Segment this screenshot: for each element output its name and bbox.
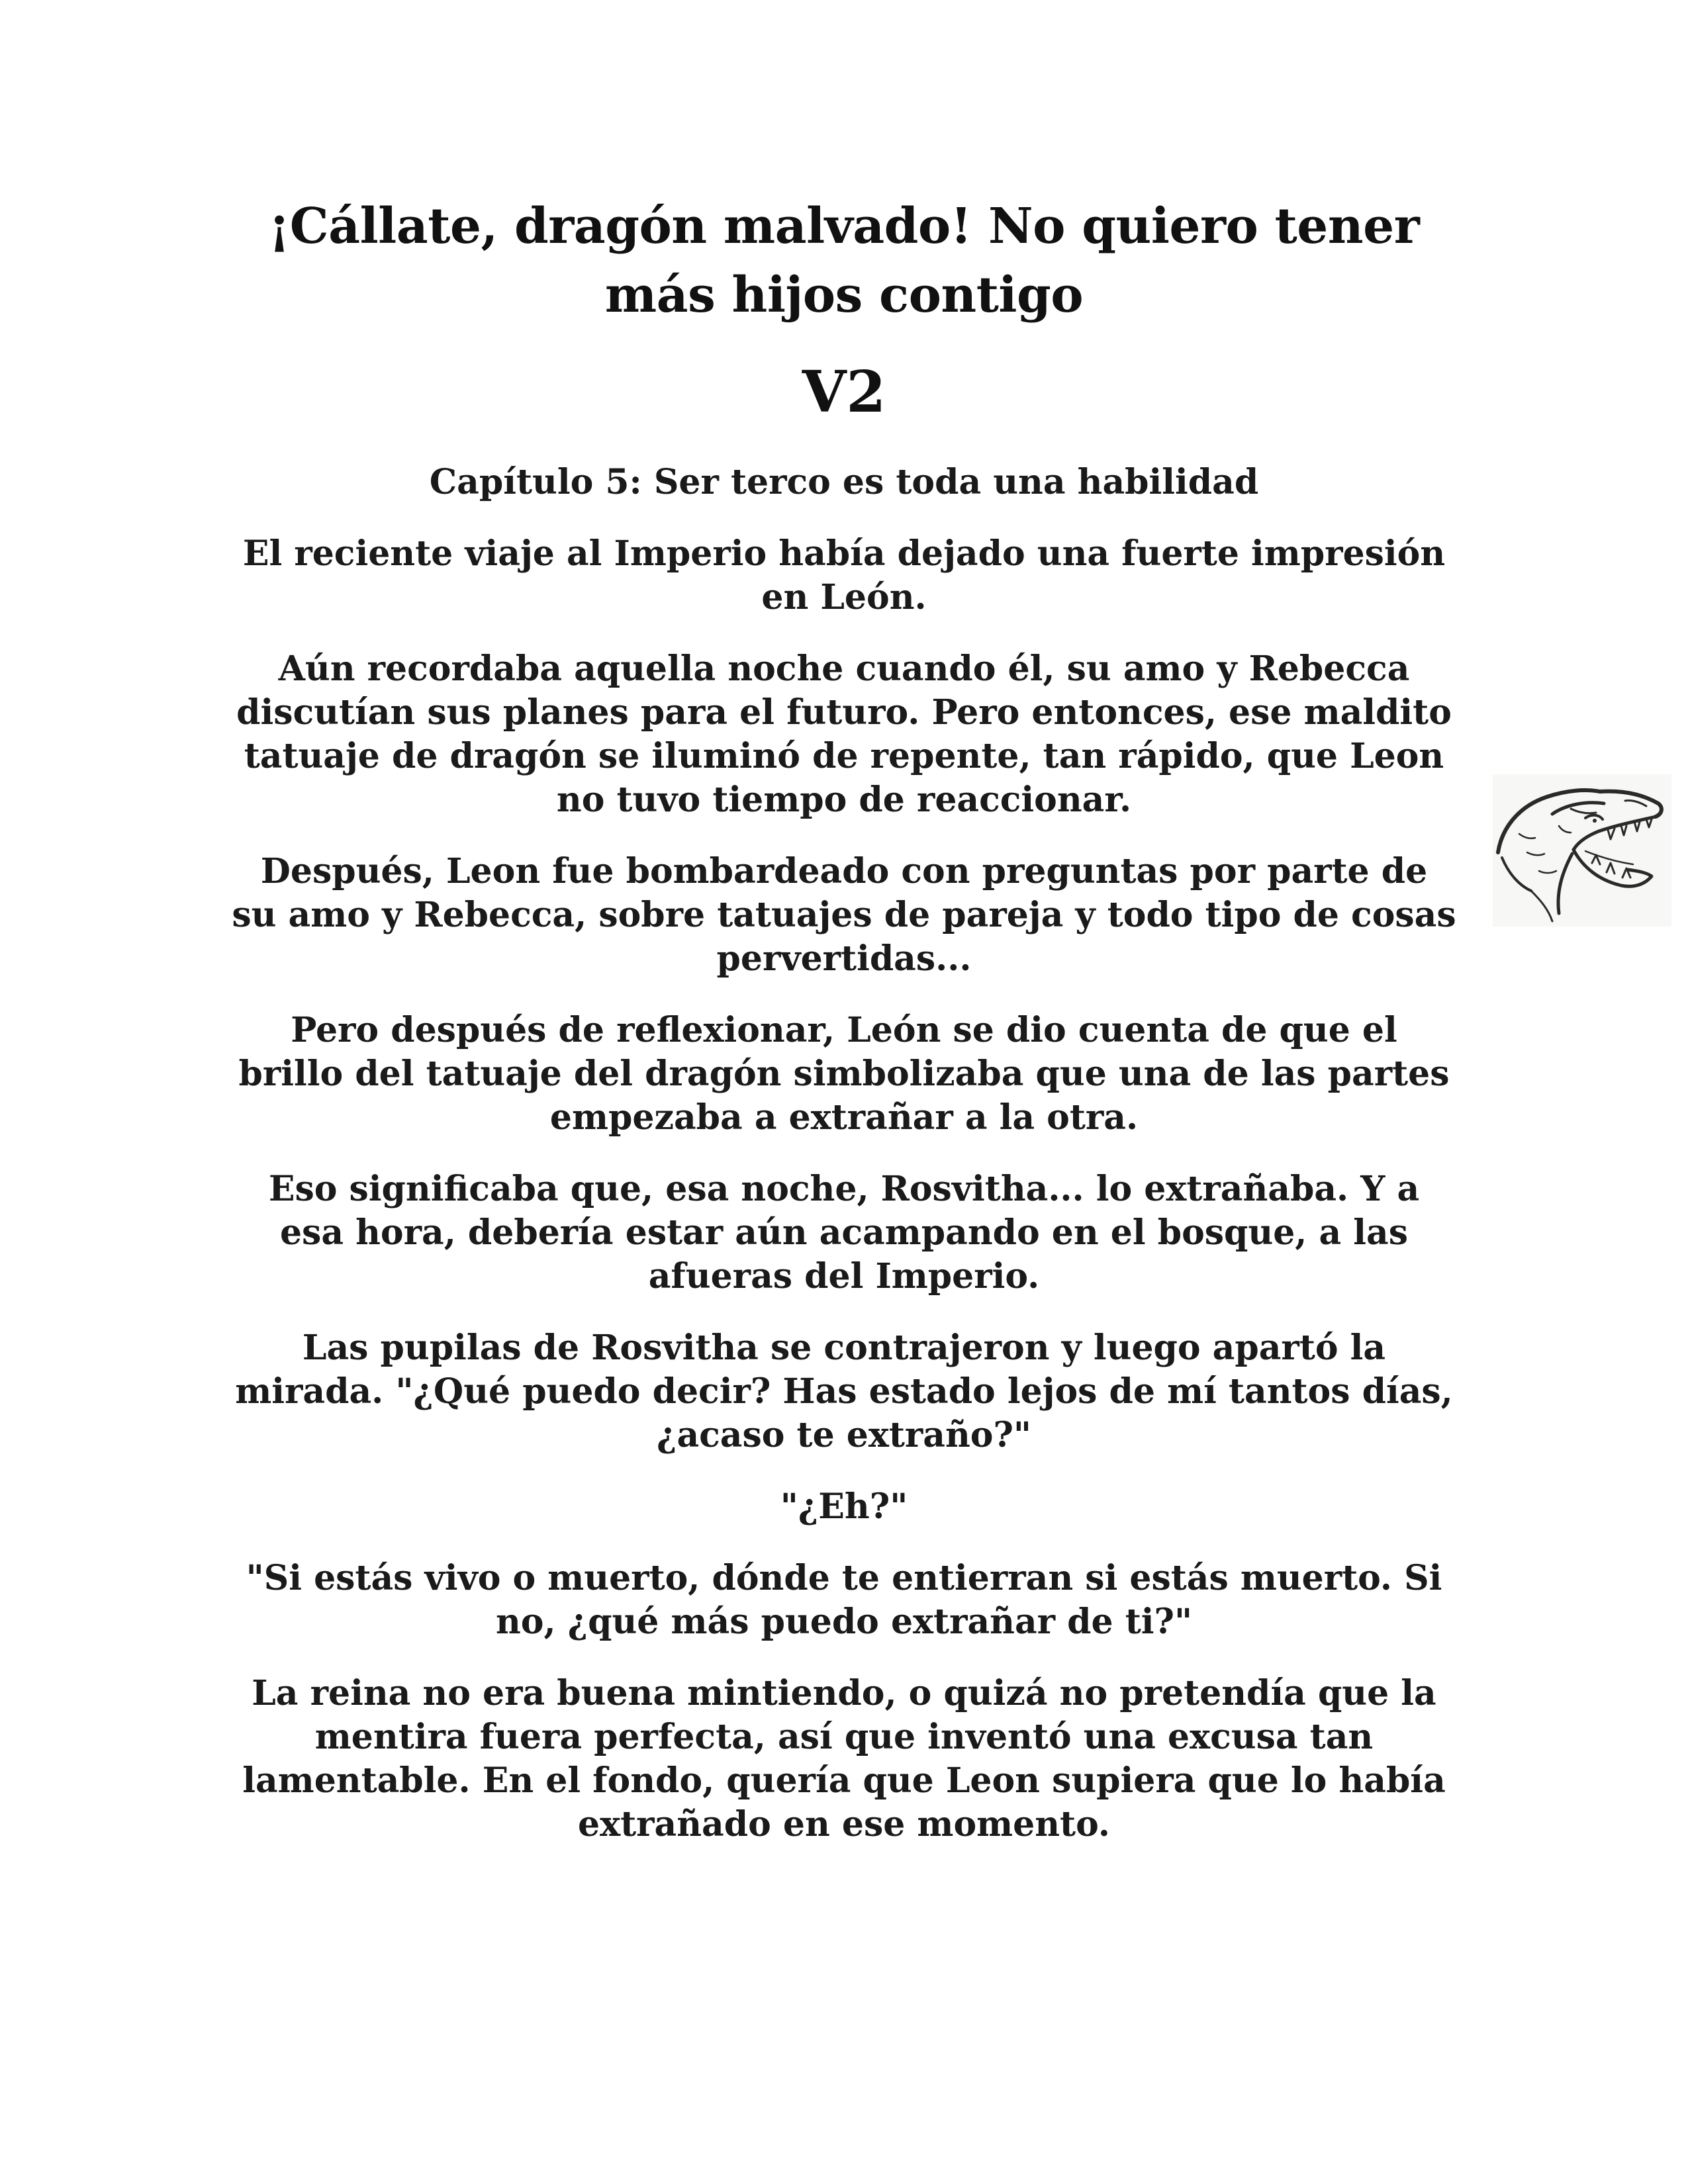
paragraph-line: mentira fuera perfecta, así que inventó una excusa tan bbox=[314, 1717, 1374, 1757]
paragraph bbox=[225, 1672, 1463, 1846]
dragon-head-sketch-icon bbox=[1493, 774, 1671, 927]
paragraph-line: El reciente viaje al Imperio había dejado una fuerte impresión bbox=[242, 533, 1446, 574]
volume-label: V2 bbox=[802, 359, 886, 426]
paragraph bbox=[225, 532, 1463, 619]
paragraph bbox=[225, 1485, 1463, 1529]
chapter-heading: Capítulo 5: Ser terco es toda una habilidad bbox=[429, 462, 1259, 502]
paragraph-line: discutían sus planes para el futuro. Pero entonces, ese maldito bbox=[236, 692, 1452, 733]
paragraph-line: Las pupilas de Rosvitha se contrajeron y luego apartó la bbox=[302, 1328, 1386, 1368]
title-line: más hijos contigo bbox=[604, 267, 1084, 324]
paragraph-line: Eso significaba que, esa noche, Rosvitha... lo extrañaba. Y a bbox=[268, 1169, 1420, 1209]
paragraph-line: La reina no era buena mintiendo, o quizá no pretendía que la bbox=[252, 1673, 1436, 1713]
paragraph-line: empezaba a extrañar a la otra. bbox=[549, 1097, 1139, 1138]
paragraph-line: Pero después de reflexionar, León se dio cuenta de que el bbox=[291, 1010, 1397, 1050]
paragraph-line: afueras del Imperio. bbox=[648, 1256, 1040, 1297]
paragraph-line: no, ¿qué más puedo extrañar de ti?" bbox=[495, 1602, 1193, 1642]
paragraph-line: lamentable. En el fondo, quería que Leon supiera que lo había bbox=[242, 1760, 1446, 1801]
paragraph bbox=[225, 1557, 1463, 1644]
title-line: ¡Cállate, dragón malvado! No quiero tener bbox=[268, 198, 1420, 255]
paragraph-line: ¿acaso te extraño?" bbox=[656, 1415, 1032, 1455]
paragraph-line: brillo del tatuaje del dragón simbolizaba que una de las partes bbox=[238, 1054, 1450, 1094]
paragraph-line: extrañado en ese momento. bbox=[578, 1804, 1110, 1844]
paragraph-line: no tuvo tiempo de reaccionar. bbox=[556, 780, 1132, 820]
paragraph-line: "¿Eh?" bbox=[780, 1486, 908, 1527]
document-page bbox=[225, 192, 1463, 1846]
paragraph-line: esa hora, debería estar aún acampando en el bosque, a las bbox=[279, 1212, 1409, 1253]
paragraph bbox=[225, 1167, 1463, 1298]
paragraph bbox=[225, 1009, 1463, 1140]
paragraph-line: Aún recordaba aquella noche cuando él, su amo y Rebecca bbox=[278, 649, 1410, 689]
paragraph-line: "Si estás vivo o muerto, dónde te entierran si estás muerto. Si bbox=[246, 1558, 1442, 1598]
paragraph-line: mirada. "¿Qué puedo decir? Has estado lejos de mí tantos días, bbox=[235, 1371, 1453, 1412]
paragraph bbox=[225, 647, 1463, 822]
paragraph-line: tatuaje de dragón se iluminó de repente, tan rápido, que Leon bbox=[244, 736, 1444, 776]
paragraph-line: Después, Leon fue bombardeado con preguntas por parte de bbox=[260, 851, 1428, 891]
paragraph-line: en León. bbox=[761, 577, 927, 617]
paragraph-line: pervertidas... bbox=[716, 938, 972, 979]
paragraph bbox=[225, 1326, 1463, 1457]
paragraph-line: su amo y Rebecca, sobre tatuajes de pareja y todo tipo de cosas bbox=[232, 895, 1456, 935]
document-title bbox=[225, 192, 1463, 330]
paragraph bbox=[225, 850, 1463, 981]
